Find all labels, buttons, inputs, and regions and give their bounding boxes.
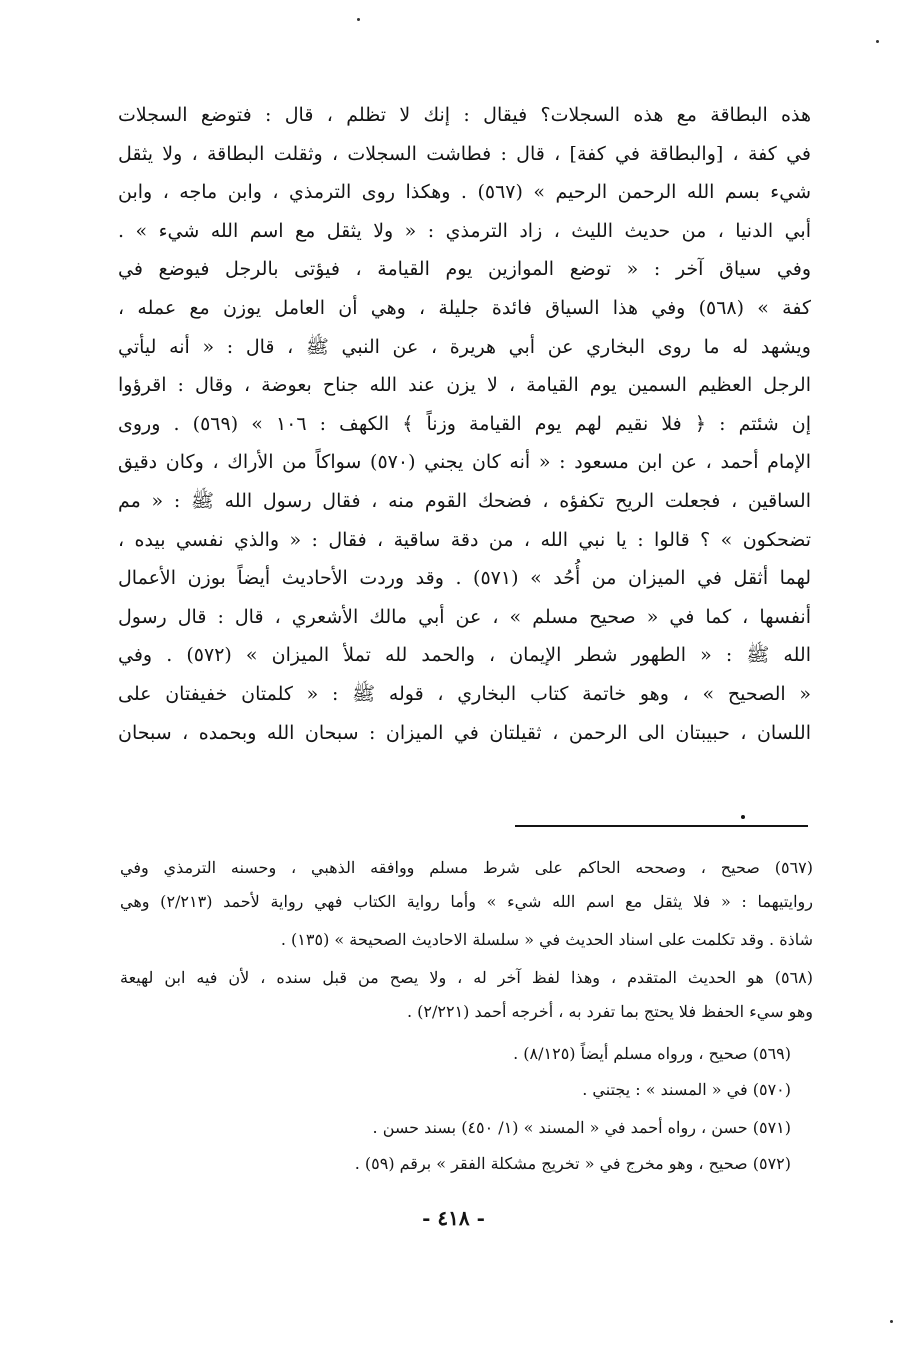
text-line: « الصحيح » ، وهو خاتمة كتاب البخاري ، قوله ﷺ : « كلمتان خفيفتان على bbox=[118, 682, 811, 705]
footnote-570: (٥٧٠) في « المسند » : يجتني . bbox=[582, 1080, 791, 1099]
footnote-567-line-2: روايتيهما : « فلا يثقل مع اسم الله شيء » وأما رواية الكتاب فهي رواية لأحمد (٢/٢١٣) وهي bbox=[120, 892, 813, 911]
text-line: الساقين ، فجعلت الريح تكفؤه ، فضحك القوم منه ، فقال رسول الله ﷺ : « مم bbox=[118, 489, 811, 512]
text-line: وفي سياق آخر : « توضع الموازين يوم القيامة ، فيؤتى بالرجل فيوضع في bbox=[118, 258, 811, 281]
scan-speck bbox=[876, 40, 879, 43]
text-line: أبي الدنيا ، من حديث الليث ، زاد الترمذي : « ولا يثقل مع اسم الله شيء » . bbox=[118, 219, 811, 242]
text-line: اللسان ، حبيبتان الى الرحمن ، ثقيلتان في الميزان : سبحان الله وبحمده ، سبحان bbox=[118, 721, 811, 744]
text-line: الإمام أحمد ، عن ابن مسعود : « أنه كان يجني (٥٧٠) سواكاً من الأراك ، وكان دقيق bbox=[118, 451, 811, 474]
text-line: كفة » (٥٦٨) وفي هذا السياق فائدة جليلة ، وهي أن العامل يوزن مع عمله ، bbox=[118, 296, 811, 319]
scan-speck bbox=[890, 1320, 893, 1323]
page-number: - ٤١٨ - bbox=[422, 1206, 485, 1230]
text-line: إن شئتم : ﴿ فلا نقيم لهم يوم القيامة وزناً ﴾ الكهف : ١٠٦ » (٥٦٩) . وروى bbox=[118, 412, 811, 435]
footnote-separator bbox=[515, 825, 808, 827]
text-line: تضحكون » ؟ قالوا : يا نبي الله ، من دقة ساقية ، فقال : « والذي نفسي بيده ، bbox=[118, 528, 811, 551]
text-line: شيء بسم الله الرحمن الرحيم » (٥٦٧) . وهكذا روى الترمذي ، وابن ماجه ، وابن bbox=[118, 181, 811, 204]
separator-dot bbox=[741, 815, 745, 819]
text-line: لهما أثقل في الميزان من أُحُد » (٥٧١) . وقد وردت الأحاديث أيضاً بوزن الأعمال bbox=[118, 567, 811, 590]
footnote-567-line-3: شاذة . وقد تكلمت على اسناد الحديث في « سلسلة الاحاديث الصحيحة » (١٣٥) . bbox=[280, 930, 813, 949]
footnote-571: (٥٧١) حسن ، رواه أحمد في « المسند » (١/ ٤٥٠) بسند حسن . bbox=[372, 1118, 791, 1137]
footnote-569: (٥٦٩) صحيح ، ورواه مسلم أيضاً (٨/١٢٥) . bbox=[513, 1044, 791, 1063]
footnote-572: (٥٧٢) صحيح ، وهو مخرج في « تخريج مشكلة الفقر » برقم (٥٩) . bbox=[354, 1154, 791, 1173]
text-line: الله ﷺ : « الطهور شطر الإيمان ، والحمد لله تملأ الميزان » (٥٧٢) . وفي bbox=[118, 644, 811, 667]
text-line: في كفة ، [والبطاقة في كفة] ، قال : فطاشت السجلات ، وثقلت البطاقة ، ولا يثقل bbox=[118, 142, 811, 165]
footnote-568-line-1: (٥٦٨) هو الحديث المتقدم ، وهذا لفظ آخر له ، ولا يصح من قبل سنده ، لأن فيه ابن لهيعة bbox=[120, 968, 813, 987]
footnote-568-line-2: وهو سيء الحفظ فلا يحتج بما تفرد به ، أخرجه أحمد (٢/٢٢١) . bbox=[406, 1002, 813, 1021]
scan-speck bbox=[357, 18, 360, 21]
text-line: أنفسها ، كما في « صحيح مسلم » ، عن أبي مالك الأشعري ، قال : قال رسول bbox=[118, 605, 811, 628]
text-line: الرجل العظيم السمين يوم القيامة ، لا يزن عند الله جناح بعوضة ، وقال : اقرؤوا bbox=[118, 374, 811, 397]
main-text bbox=[118, 96, 811, 752]
footnote-567-line-1: (٥٦٧) صحيح ، وصححه الحاكم على شرط مسلم ووافقه الذهبي ، وحسنه الترمذي وفي bbox=[120, 858, 813, 877]
text-line: هذه البطاقة مع هذه السجلات؟ فيقال : إنك لا تظلم ، قال : فتوضع السجلات bbox=[118, 104, 811, 126]
text-line: ويشهد له ما روى البخاري عن أبي هريرة ، عن النبي ﷺ ، قال : « أنه ليأتي bbox=[118, 335, 811, 358]
